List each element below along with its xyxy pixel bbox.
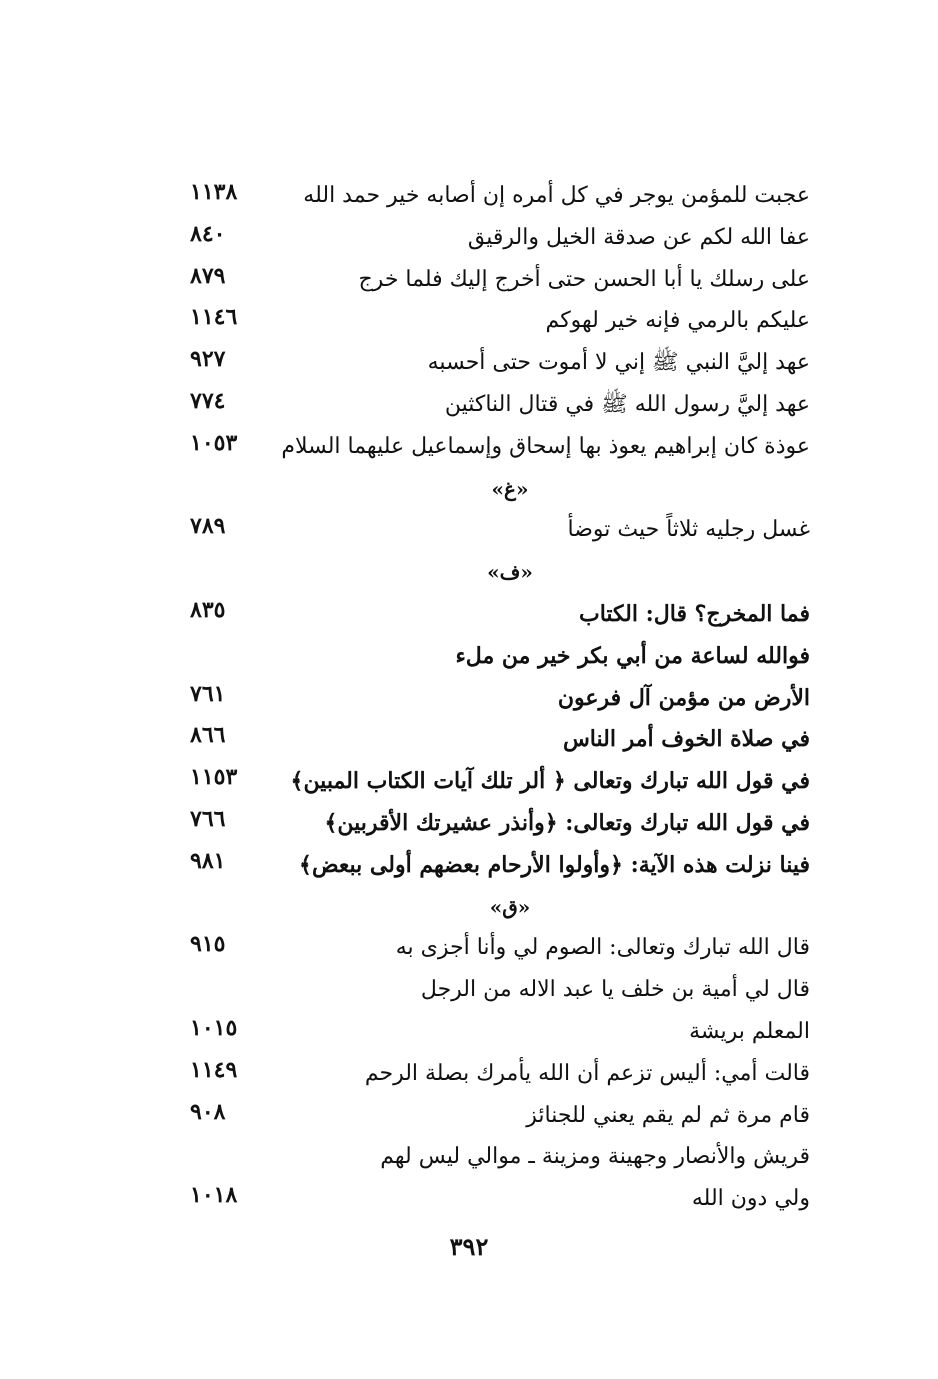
index-entry <box>160 802 820 844</box>
entry-number: ٨٧٩ <box>190 262 226 289</box>
entry-number: ٧٦١ <box>190 680 226 707</box>
index-entry <box>160 969 820 1011</box>
entry-number: ٧٦٦ <box>190 805 226 832</box>
entry-number: ٧٧٤ <box>190 387 226 414</box>
index-entry <box>160 509 820 551</box>
entry-text: في صلاة الخوف أمر الناس <box>562 726 810 753</box>
entry-text: قريش والأنصار وجهينة ومزينة ـ موالي ليس لهم <box>380 1144 810 1170</box>
section-letter: «ف» <box>487 560 533 585</box>
index-entry <box>160 927 820 969</box>
entry-number: ١١٣٨ <box>190 179 238 205</box>
entry-number: ٩١٥ <box>190 931 226 958</box>
entry-number: ١١٤٦ <box>190 304 238 331</box>
index-entry <box>160 342 820 384</box>
index-entry <box>160 300 820 342</box>
index-entry <box>160 175 820 217</box>
entry-number: ٨٦٦ <box>190 722 226 749</box>
entry-text: فوالله لساعة من أبي بكر خير من ملء <box>455 642 810 669</box>
page-number: ٣٩٢ <box>449 1232 489 1261</box>
entry-number: ٩٨١ <box>190 847 226 874</box>
section-heading <box>160 551 820 593</box>
index-entry <box>160 760 820 802</box>
entry-number: ٧٨٩ <box>190 513 226 540</box>
entry-text: قام مرة ثم لم يقم يعني للجنائز <box>526 1102 810 1128</box>
index-entry <box>160 593 820 635</box>
index-entry <box>160 384 820 426</box>
entry-number: ٩٢٧ <box>190 346 226 373</box>
section-letter: «غ» <box>491 476 529 501</box>
entry-text: في قول الله تبارك وتعالى: ﴿وأنذر عشيرتك الأقربين﴾ <box>324 809 810 836</box>
index-entry <box>160 1095 820 1137</box>
entry-number: ١٠٥٣ <box>190 429 238 456</box>
entry-number: ٨٤٠ <box>190 220 226 247</box>
entry-number: ٨٣٥ <box>190 596 226 623</box>
entry-text: على رسلك يا أبا الحسن حتى أخرج إليك فلما خرج <box>358 266 810 292</box>
entry-text: قال لي أمية بن خلف يا عبد الاله من الرجل <box>420 977 810 1003</box>
index-entry <box>160 259 820 301</box>
entry-text: في قول الله تبارك وتعالى ﴿ ألر تلك آيات الكتاب المبين﴾ <box>290 768 810 795</box>
entry-number: ١٠١٨ <box>190 1182 238 1209</box>
entry-number: ١٠١٥ <box>190 1014 238 1041</box>
index-entry <box>160 1053 820 1095</box>
index-entry <box>160 426 820 468</box>
entry-text: قال الله تبارك وتعالى: الصوم لي وأنا أجزى به <box>395 935 810 961</box>
index-entry <box>160 217 820 259</box>
entry-text: غسل رجليه ثلاثاً حيث توضأ <box>567 517 810 543</box>
entry-number: ١١٥٣ <box>190 764 238 791</box>
entry-text: قالت أمي: أليس تزعم أن الله يأمرك بصلة الرحم <box>364 1060 810 1086</box>
section-letter: «ق» <box>489 894 531 919</box>
entry-text: عليكم بالرمي فإنه خير لهوكم <box>545 308 810 334</box>
entry-text: عهد إليَّ رسول الله ﷺ في قتال الناكثين <box>444 391 810 417</box>
index-entry <box>160 844 820 886</box>
entry-text: عجبت للمؤمن يوجر في كل أمره إن أصابه خير حمد الله <box>303 183 810 208</box>
entry-text: ولي دون الله <box>691 1186 810 1212</box>
index-entry <box>160 1178 820 1220</box>
index-entry <box>160 1136 820 1178</box>
entry-text: المعلم بريشة <box>689 1018 810 1044</box>
index-list <box>160 175 820 1220</box>
entry-text: عوذة كان إبراهيم يعوذ بها إسحاق وإسماعيل عليهما السلام <box>281 433 810 459</box>
index-entry <box>160 677 820 719</box>
index-entry <box>160 718 820 760</box>
entry-text: عهد إليَّ النبي ﷺ إني لا أموت حتى أحسبه <box>427 350 810 376</box>
entry-text: عفا الله لكم عن صدقة الخيل والرقيق <box>467 224 810 250</box>
entry-number: ١١٤٩ <box>190 1056 238 1083</box>
index-entry <box>160 635 820 677</box>
entry-number: ٩٠٨ <box>190 1098 226 1125</box>
entry-text: فما المخرج؟ قال: الكتاب <box>578 600 810 627</box>
section-heading <box>160 886 820 928</box>
entry-text: فينا نزلت هذه الآية: ﴿وأولوا الأرحام بعضهم أولى ببعض﴾ <box>299 851 810 878</box>
entry-text: الأرض من مؤمن آل فرعون <box>557 684 810 711</box>
section-heading <box>160 468 820 510</box>
index-entry <box>160 1011 820 1053</box>
